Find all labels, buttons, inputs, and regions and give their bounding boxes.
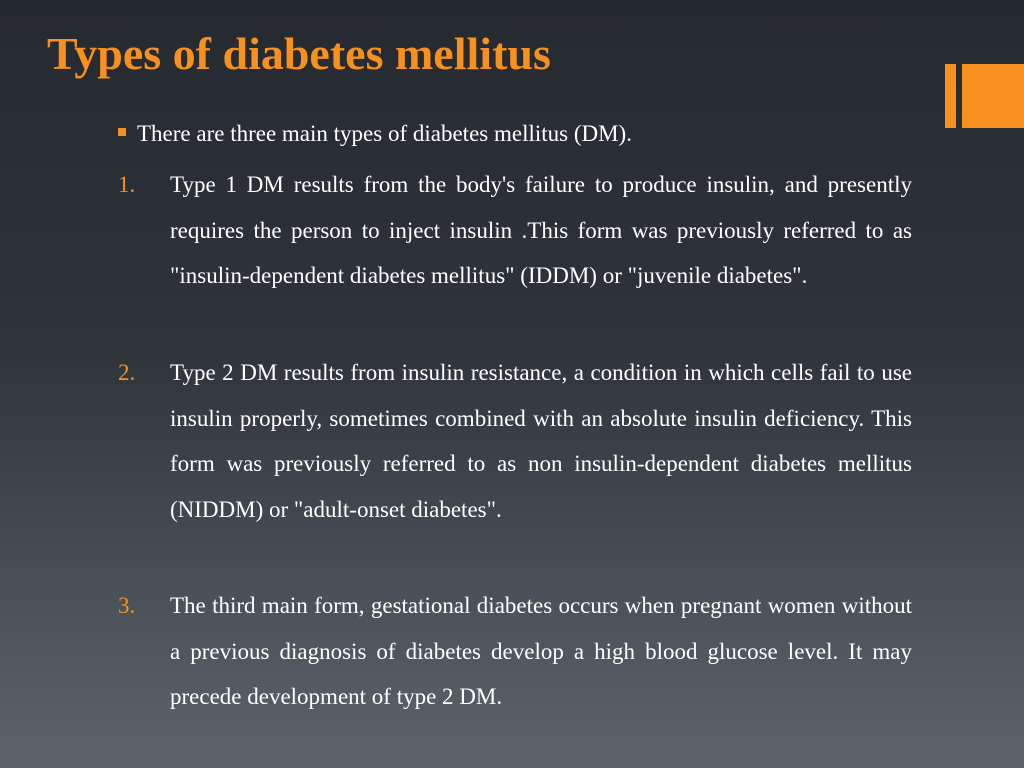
list-item-number: 1. — [118, 172, 136, 197]
intro-bullet-text: There are three main types of diabetes mellitus (DM). — [137, 121, 632, 146]
list-item-text: The third main form, gestational diabetes occurs when pregnant women without a previous diagnosis of diabetes develop a high blood glucose level. It may precede development of type 2 DM. — [170, 593, 912, 709]
list-item-type-1 — [118, 162, 912, 299]
intro-bullet — [118, 118, 632, 150]
list-item-gestational — [118, 583, 912, 720]
list-item-text: Type 2 DM results from insulin resistance, a condition in which cells fail to use insulin properly, sometimes combined with an absolute insulin deficiency. This form was previously referred to as non insulin-dependent diabetes mellitus (NIDDM) or "adult-onset diabetes". — [170, 360, 912, 522]
list-item-number: 3. — [118, 593, 136, 618]
list-item-number: 2. — [118, 360, 136, 385]
list-item-text: Type 1 DM results from the body's failure to produce insulin, and presently requires the person to inject insulin .This form was previously referred to as "insulin-dependent diabetes mellitus" (IDDM) or "juvenile diabetes". — [170, 172, 912, 288]
slide-title: Types of diabetes mellitus — [47, 28, 551, 79]
square-bullet-icon — [118, 128, 126, 136]
accent-bar-wide — [962, 64, 1024, 128]
list-item-type-2 — [118, 350, 912, 532]
accent-bar-thin — [945, 64, 956, 128]
